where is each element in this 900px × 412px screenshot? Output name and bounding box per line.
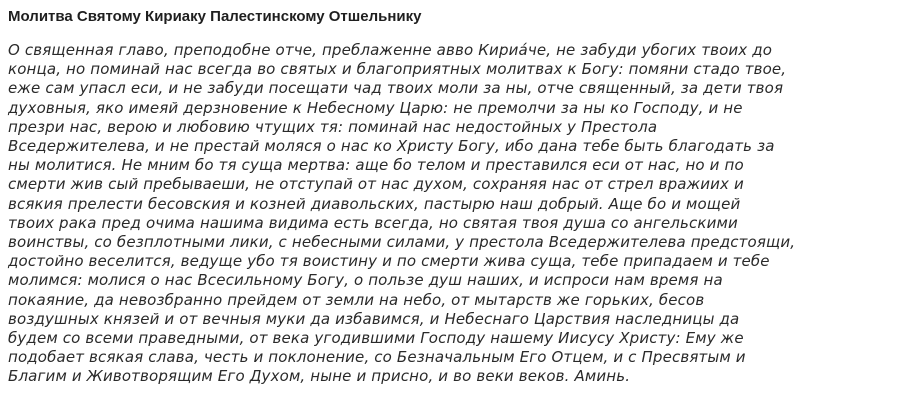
prayer-line: презри нас, верою и любовию чтущих тя: поминай нас недостойных у Престола — [8, 117, 658, 136]
prayer-line: О священная главо, преподобне отче, преблаженне авво Кириа́че, не забуди убогих твоих до — [8, 41, 773, 59]
prayer-line: Вседержителева, и не престай моляся о нас ко Христу Богу, ибо дана тебе быть благодать за — [8, 137, 775, 156]
prayer-line: духовныя, яко имеяй дерзновение к Небесному Царю: не премолчи за ны ко Господу, и не — [8, 98, 743, 117]
prayer-line: ны молитися. Не мним бо тя суща мертва: аще бо телом и преставился еси от нас, но и по — [8, 156, 744, 175]
prayer-text — [8, 41, 795, 387]
prayer-line: будем со всеми праведными, от века угодившими Господу нашему Иисусу Христу: Ему же — [8, 329, 744, 348]
prayer-line: покаяние, да невозбранно прейдем от земли на небо, от мытарств же горьких, бесов — [8, 290, 705, 309]
prayer-page — [6, 0, 896, 412]
prayer-line: еже сам упасл еси, и не забуди посещати чад твоих моли за ны, отче священный, за дети твоя — [8, 79, 784, 98]
prayer-line: Благим и Животворящим Его Духом, ныне и присно, и во веки веков. Аминь. — [8, 367, 631, 386]
prayer-line: воинствы, со безплотными лики, с небесными силами, у престола Вседержителева предстоящи, — [8, 233, 796, 252]
prayer-line: твоих рака пред очима нашима видима есть всегда, но святая твоя душа со ангельскими — [8, 213, 738, 232]
prayer-line: воздушных князей и от вечныя муки да избавимся, и Небеснаго Царствия наследницы да — [8, 309, 740, 328]
prayer-line: достойно веселится, ведуще убо тя воистину и по смерти жива суща, тебе припадаем и тебе — [8, 252, 770, 271]
prayer-line: конца, но поминай нас всегда во святых и благоприятных молитвах к Богу: помяни стадо твое, — [8, 60, 787, 79]
prayer-line: смерти жив сый пребываеши, не отступай от нас духом, сохраняя нас от стрел вражиих и — [8, 175, 744, 194]
prayer-title: Молитва Святому Кириаку Палестинскому Отшельнику — [8, 8, 422, 25]
prayer-line: молимся: молися о нас Всесильному Богу, о пользе душ наших, и испроси нам время на — [8, 271, 723, 290]
prayer-line: подобает всякая слава, честь и поклонение, со Безначальным Его Отцем, и с Пресвятым и — [8, 348, 746, 367]
prayer-line: всякия прелести бесовския и козней диавольских, пастырю наш добрый. Аще бо и мощей — [8, 194, 741, 213]
